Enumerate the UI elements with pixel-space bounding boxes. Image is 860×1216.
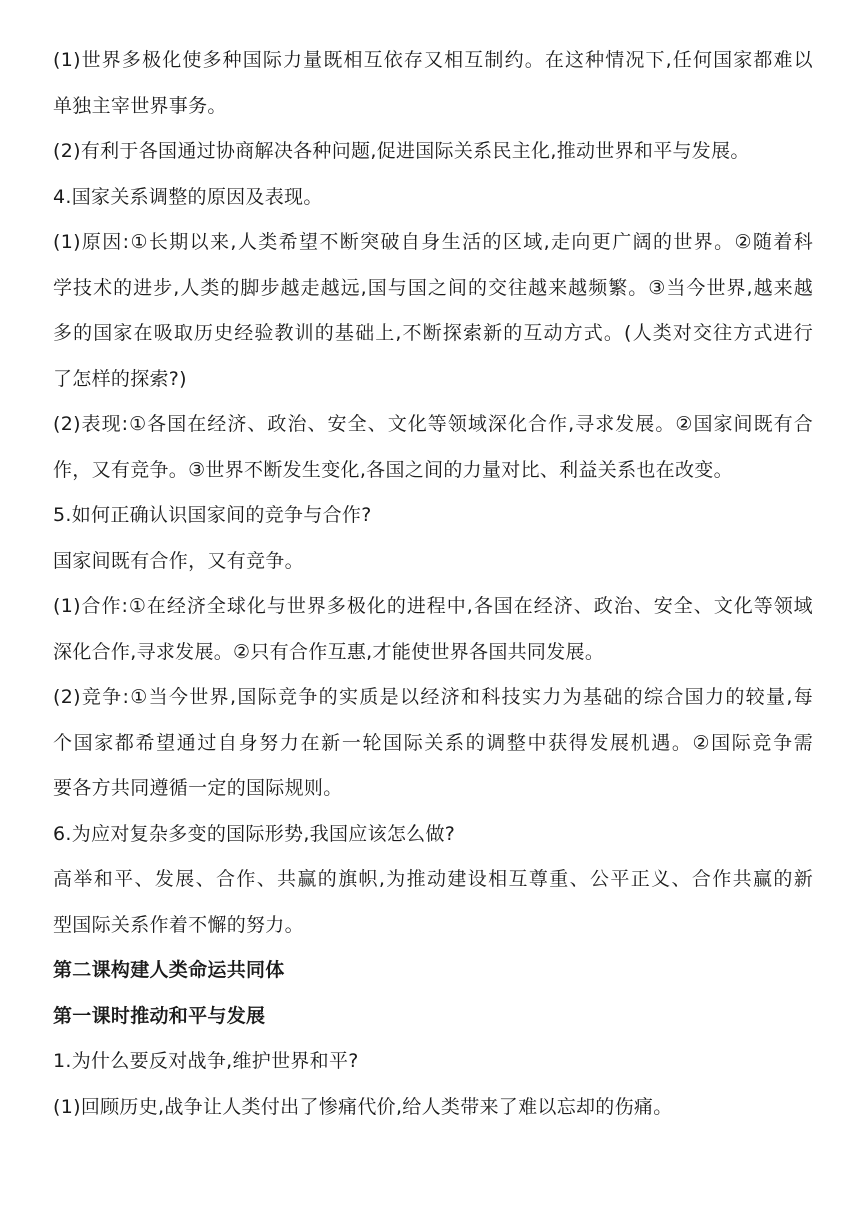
question-heading: 5.如何正确认识国家间的竞争与合作? [53,504,372,526]
question-heading: 4.国家关系调整的原因及表现。 [53,185,323,208]
text-line: (2)竞争:①当今世界,国际竞争的实质是以经济和科技实力为基础的综合国力的较量,每 [53,686,813,708]
text-line: (1)世界多极化使多种国际力量既相互依存又相互制约。在这种情况下,任何国家都难以 [53,49,813,71]
text-line: 型国际关系作着不懈的努力。 [53,913,304,936]
lesson-title: 第二课构建人类命运共同体 [53,959,285,981]
question-heading: 6.为应对复杂多变的国际形势,我国应该怎么做? [53,822,456,845]
text-line: 作，又有竞争。③世界不断发生变化,各国之间的力量对比、利益关系也在改变。 [53,458,733,481]
text-line: 了怎样的探索?) [53,367,187,390]
text-line: 单独主宰世界事务。 [53,94,227,117]
document-page [53,38,813,1130]
text-line: 学技术的进步,人类的脚步越走越远,国与国之间的交往越来越频繁。③当今世界,越来越 [53,276,813,299]
text-line: 多的国家在吸取历史经验教训的基础上,不断探索新的互动方式。(人类对交往方式进行 [53,322,813,344]
text-line: 深化合作,寻求发展。②只有合作互惠,才能使世界各国共同发展。 [53,640,605,663]
question-heading: 1.为什么要反对战争,维护世界和平? [53,1050,359,1072]
text-line: (2)有利于各国通过协商解决各种问题,促进国际关系民主化,推动世界和平与发展。 [53,140,750,162]
text-line: 高举和平、发展、合作、共赢的旗帜,为推动建设相互尊重、公平正义、合作共赢的新 [53,868,813,890]
text-line: 国家间既有合作，又有竞争。 [53,549,304,572]
text-line: 个国家都希望通过自身努力在新一轮国际关系的调整中获得发展机遇。②国际竞争需 [53,731,813,754]
text-line: (2)表现:①各国在经济、政治、安全、文化等领域深化合作,寻求发展。②国家间既有合 [53,413,813,435]
text-line: 要各方共同遵循一定的国际规则。 [53,777,343,799]
section-title: 第一课时推动和平与发展 [53,1004,266,1027]
text-line: (1)原因:①长期以来,人类希望不断突破自身生活的区域,走向更广阔的世界。②随着科 [53,231,813,253]
text-line: (1)合作:①在经济全球化与世界多极化的进程中,各国在经济、政治、安全、文化等领域 [53,595,813,617]
text-line: (1)回顾历史,战争让人类付出了惨痛代价,给人类带来了难以忘却的伤痛。 [53,1095,673,1118]
